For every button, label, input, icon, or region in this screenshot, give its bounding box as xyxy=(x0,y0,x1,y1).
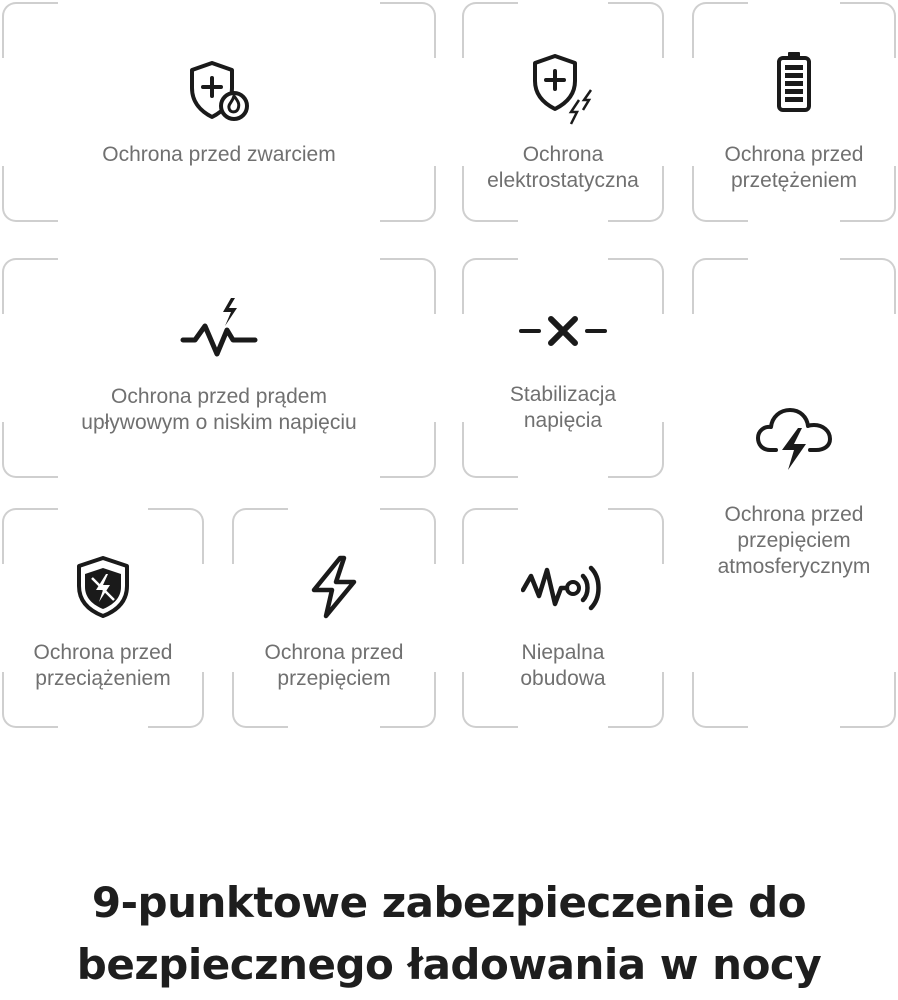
pulse-bolt-icon xyxy=(179,296,259,362)
line-x-icon xyxy=(519,314,607,348)
bolt-outline-icon xyxy=(306,554,362,620)
feature-label: Ochrona przed przepięciem xyxy=(264,641,404,690)
feature-label: Niepalna obudowa xyxy=(520,641,606,690)
feature-tile-fireproof-housing xyxy=(462,508,664,728)
feature-tile-electrostatic xyxy=(462,2,664,222)
feature-label: Stabilizacja napięcia xyxy=(509,383,617,432)
feature-label: Ochrona przed zwarciem xyxy=(102,143,336,166)
feature-label: Ochrona przed przetężeniem xyxy=(724,143,864,192)
battery-icon xyxy=(774,50,814,114)
shield-fire-icon xyxy=(186,58,252,124)
shield-spark-icon xyxy=(527,52,599,128)
feature-tile-overload xyxy=(2,508,204,728)
feature-tile-leakage xyxy=(2,258,436,478)
cloud-lightning-icon xyxy=(756,406,832,472)
feature-label: Ochrona przed prądem upływowym o niskim napięciu xyxy=(81,385,357,434)
feature-tile-overvoltage xyxy=(232,508,436,728)
feature-tile-lightning xyxy=(692,258,896,728)
feature-tile-overcurrent xyxy=(692,2,896,222)
feature-tile-voltage-stabilization xyxy=(462,258,664,478)
shield-bolt-icon xyxy=(74,554,132,620)
feature-label: Ochrona elektrostatyczna xyxy=(487,143,639,192)
feature-label: Ochrona przed przeciążeniem xyxy=(33,641,173,690)
feature-label: Ochrona przed przepięciem atmosferycznym xyxy=(717,503,871,578)
wave-signal-icon xyxy=(521,558,605,618)
headline: 9-punktowe zabezpieczenie do bezpiecznego ładowania w nocy xyxy=(76,878,822,989)
feature-tile-short-circuit xyxy=(2,2,436,222)
